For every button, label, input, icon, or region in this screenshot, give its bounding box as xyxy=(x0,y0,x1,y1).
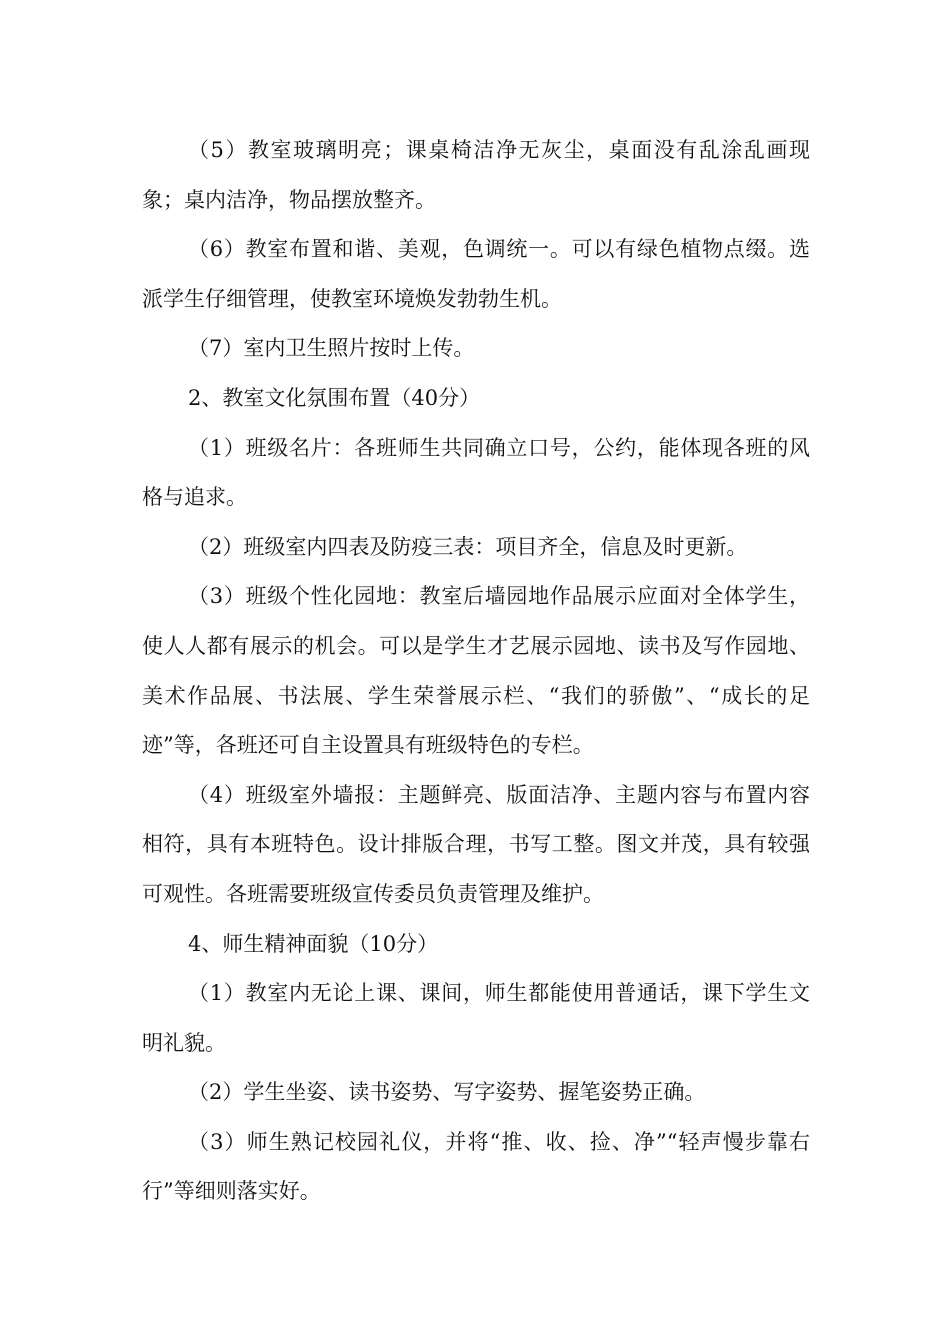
paragraph-class-garden: （3）班级个性化园地：教室后墙园地作品展示应面对全体学生，使人人都有展示的机会。可以是学生才艺展示园地、读书及写作园地、美术作品展、书法展、学生荣誉展示栏、“我们的骄傲”、“成长的足迹”等，各班还可自主设置具有班级特色的专栏。 xyxy=(142,584,810,758)
paragraph-posture: （2）学生坐姿、读书姿势、写字姿势、握笔姿势正确。 xyxy=(188,1080,706,1105)
paragraph-mandarin: （1）教室内无论上课、课间，师生都能使用普通话，课下学生文明礼貌。 xyxy=(142,981,810,1055)
paragraph-etiquette: （3）师生熟记校园礼仪，并将“推、收、捡、净”“轻声慢步靠右行”等细则落实好。 xyxy=(142,1129,810,1204)
paragraph-item-6-classroom-layout: （6）教室布置和谐、美观，色调统一。可以有绿色植物点缀。选派学生仔细管理，使教室环境焕发勃勃生机。 xyxy=(142,237,810,311)
section-heading-culture: 2、教室文化氛围布置（40分） xyxy=(188,385,481,410)
paragraph-class-card: （1）班级名片：各班师生共同确立口号，公约，能体现各班的风格与追求。 xyxy=(142,435,810,510)
paragraph-class-tables: （2）班级室内四表及防疫三表：项目齐全，信息及时更新。 xyxy=(188,534,748,559)
paragraph-wall-newspaper: （4）班级室外墙报：主题鲜亮、版面洁净、主题内容与布置内容相符，具有本班特色。设计排版合理，书写工整。图文并茂，具有较强可观性。各班需要班级宣传委员负责管理及维护。 xyxy=(142,782,810,906)
paragraph-item-7-photo-upload: （7）室内卫生照片按时上传。 xyxy=(188,336,475,361)
paragraph-item-5-clean-glass: （5）教室玻璃明亮；课桌椅洁净无灰尘，桌面没有乱涂乱画现象；桌内洁净，物品摆放整齐。 xyxy=(142,138,810,212)
document-body xyxy=(142,126,810,1217)
section-heading-spirit: 4、师生精神面貌（10分） xyxy=(188,931,439,956)
